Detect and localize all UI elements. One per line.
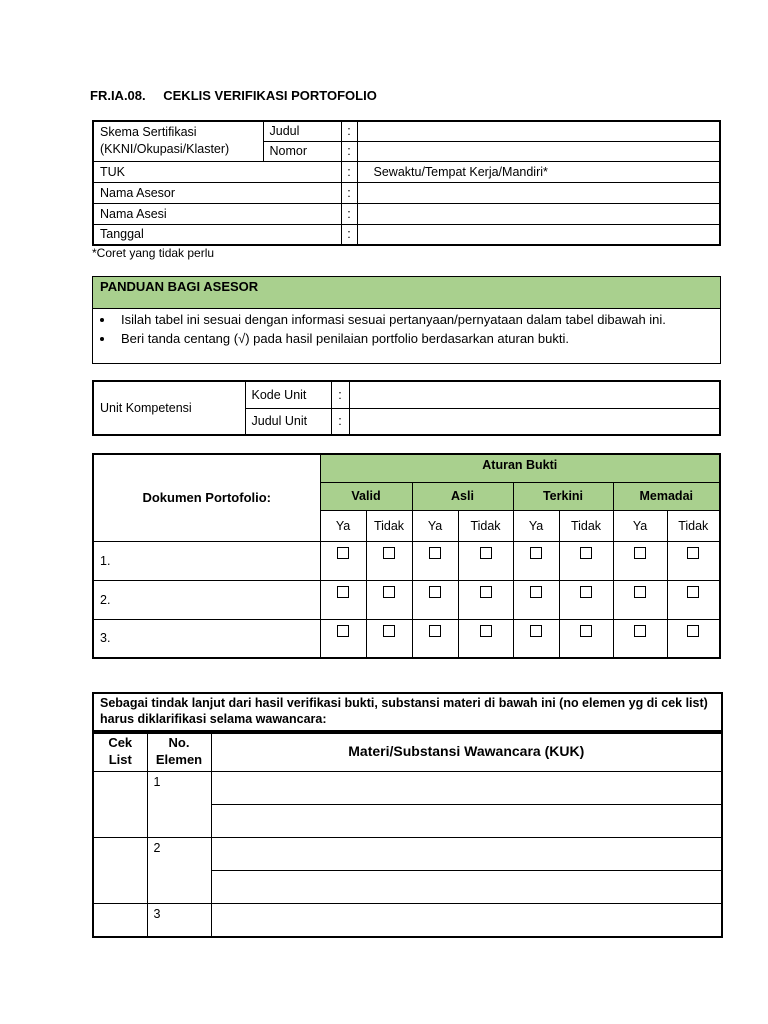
form-title [90,88,377,103]
checkbox[interactable] [480,586,492,598]
interview-table [92,730,723,938]
portfolio-table [92,453,721,659]
tanggal-field[interactable] [357,224,720,245]
col-ya: Ya [513,510,559,541]
materi-cell[interactable] [211,804,722,837]
asesi-field[interactable] [357,203,720,224]
kode-unit-field[interactable] [349,381,720,408]
row-number: 3. [93,619,320,658]
guide-item: • Isilah tabel ini sesuai dengan informasi sesuai pertanyaan/pernyataan dalam tabel dibawah ini. [115,311,720,328]
checkbox[interactable] [429,625,441,637]
note-text: *Coret yang tidak perlu [92,246,215,260]
nomor-field[interactable] [357,141,720,161]
asesor-field[interactable] [357,182,720,203]
checkbox[interactable] [687,625,699,637]
form-code: FR.IA.08. [90,88,146,103]
checkbox[interactable] [383,625,395,637]
tanggal-label: Tanggal [93,224,341,245]
group-terkini: Terkini [513,482,613,510]
col-ya: Ya [412,510,458,541]
col-materi: Materi/Substansi Wawancara (KUK) [211,731,722,771]
kode-unit-label: Kode Unit [245,381,331,408]
materi-cell[interactable] [211,870,722,903]
checkbox[interactable] [530,547,542,559]
element-number: 1 [147,771,211,837]
materi-cell[interactable] [211,771,722,804]
checkbox[interactable] [580,547,592,559]
group-memadai: Memadai [613,482,720,510]
col-tidak: Tidak [559,510,613,541]
skema-label: Skema Sertifikasi (KKNI/Okupasi/Klaster) [93,121,263,161]
materi-cell[interactable] [211,837,722,870]
col-tidak: Tidak [667,510,720,541]
checkbox[interactable] [337,547,349,559]
cek-cell[interactable] [93,837,147,903]
checkbox[interactable] [634,547,646,559]
checkbox[interactable] [634,586,646,598]
asesor-label: Nama Asesor [93,182,341,203]
element-number: 3 [147,903,211,937]
group-valid: Valid [320,482,412,510]
col-no-elemen: No. Elemen [147,731,211,771]
checkbox[interactable] [687,547,699,559]
nomor-label: Nomor [263,141,341,161]
checkbox[interactable] [530,586,542,598]
checkbox[interactable] [530,625,542,637]
checkbox[interactable] [383,547,395,559]
judul-field[interactable] [357,121,720,141]
guide-box [92,276,721,364]
checkbox[interactable] [480,625,492,637]
row-number: 1. [93,541,320,580]
checkbox[interactable] [580,586,592,598]
col-tidak: Tidak [366,510,412,541]
checkbox[interactable] [687,586,699,598]
checkbox[interactable] [580,625,592,637]
followup-text: Sebagai tindak lanjut dari hasil verifikasi bukti, substansi materi di bawah ini (no elemen yg di cek list) harus diklarifikasi selama wawancara: [92,692,723,734]
group-asli: Asli [412,482,513,510]
checkbox[interactable] [383,586,395,598]
form-title-text: CEKLIS VERIFIKASI PORTOFOLIO [163,88,377,103]
guide-item: • Beri tanda centang (√) pada hasil penilaian portfolio berdasarkan aturan bukti. [115,330,720,347]
asesi-label: Nama Asesi [93,203,341,224]
tuk-label: TUK [93,161,341,182]
guide-title: PANDUAN BAGI ASESOR [93,277,720,309]
guide-list [93,311,720,347]
aturan-bukti-header: Aturan Bukti [320,454,720,482]
doc-portfolio-label: Dokumen Portofolio: [93,454,320,541]
info-table: Skema Sertifikasi (KKNI/Okupasi/Klaster) Judul : Nomor : TUK : Sewaktu/Tempat Kerja/Mandiri* Nama Asesor : Nama Asesi : Tanggal : [92,120,721,246]
checkbox[interactable] [337,625,349,637]
element-number: 2 [147,837,211,903]
checkbox[interactable] [480,547,492,559]
portfolio-row [93,580,720,619]
materi-cell[interactable] [211,903,722,937]
checkbox[interactable] [429,547,441,559]
checkbox[interactable] [337,586,349,598]
portfolio-row [93,541,720,580]
checkbox[interactable] [429,586,441,598]
unit-table: Unit Kompetensi Kode Unit : Judul Unit : [92,380,721,436]
unit-label: Unit Kompetensi [93,381,245,435]
cek-cell[interactable] [93,903,147,937]
cek-cell[interactable] [93,771,147,837]
judul-label: Judul [263,121,341,141]
checkbox[interactable] [634,625,646,637]
tuk-value[interactable]: Sewaktu/Tempat Kerja/Mandiri* [357,161,720,182]
col-ya: Ya [320,510,366,541]
judul-unit-field[interactable] [349,408,720,435]
judul-unit-label: Judul Unit [245,408,331,435]
col-tidak: Tidak [458,510,513,541]
col-cek-list: Cek List [93,731,147,771]
col-ya: Ya [613,510,667,541]
portfolio-row [93,619,720,658]
row-number: 2. [93,580,320,619]
